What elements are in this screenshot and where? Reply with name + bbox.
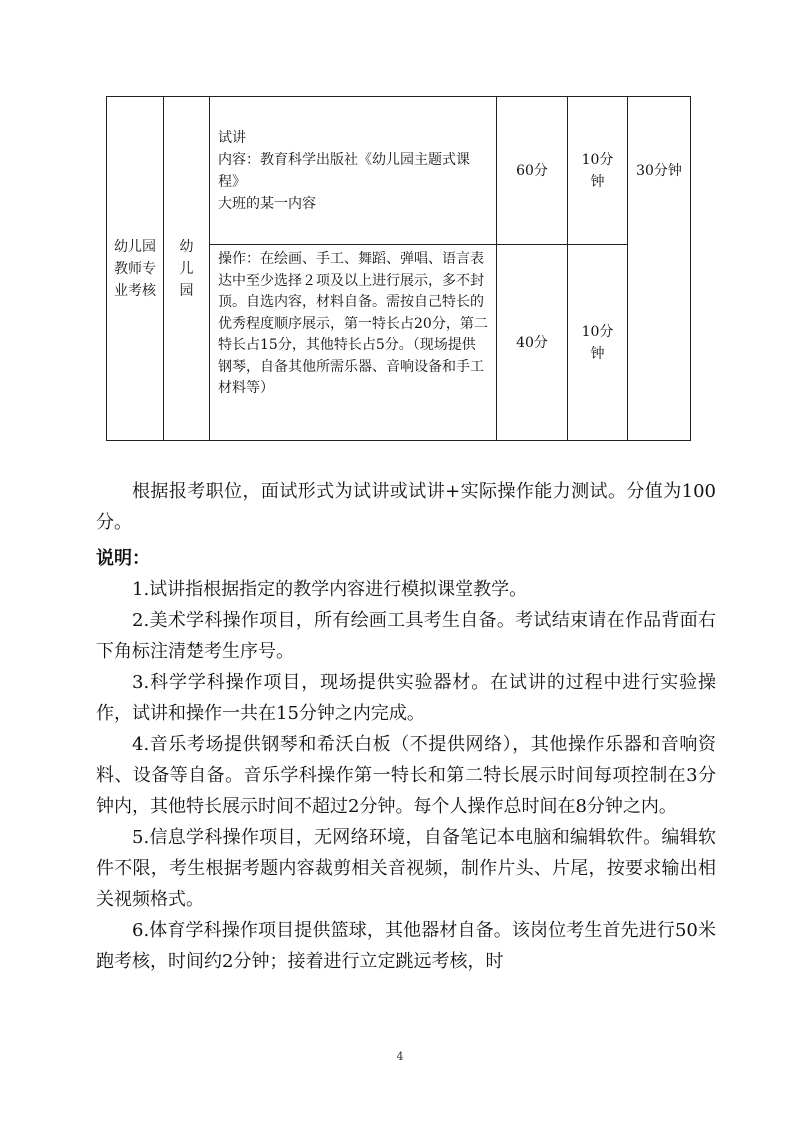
- note-item: 2.美术学科操作项目，所有绘画工具考生自备。考试结束请在作品背面右下角标注清楚考生序号。: [96, 610, 716, 662]
- explanation-section: [96, 476, 716, 977]
- school-level-cell: 幼儿园: [164, 97, 210, 441]
- prep-time-cell: 10分钟: [568, 97, 628, 245]
- note-item: 4.音乐考场提供钢琴和希沃白板（不提供网络），其他操作乐器和音响资料、设备等自备。音乐学科操作第一特长和第二特长展示时间每项控制在3分钟内，其他特长展示时间不超过2分钟。每个人操作总时间在8分钟之内。: [96, 734, 716, 817]
- exam-content-table: [106, 96, 691, 441]
- note-item: 6.体育学科操作项目提供篮球，其他器材自备。该岗位考生首先进行50米跑考核，时间约2分钟；接着进行立定跳远考核，时: [96, 920, 716, 972]
- assessment-category-cell: 幼儿园教师专业考核: [107, 97, 164, 441]
- content-line: 大班的某一内容: [218, 195, 316, 212]
- note-item: 5.信息学科操作项目，无网络环境，自备笔记本电脑和编辑软件。编辑软件不限，考生根据考题内容裁剪相关音视频，制作片头、片尾，按要求输出相关视频格式。: [96, 827, 716, 910]
- page-number: 4: [396, 1050, 404, 1063]
- score-cell: 40分: [497, 245, 568, 441]
- note-item: 1.试讲指根据指定的教学内容进行模拟课堂教学。: [132, 579, 528, 600]
- content-line: 试讲: [218, 129, 246, 146]
- duration-text: 30分钟: [636, 163, 682, 179]
- table-row: [107, 97, 691, 245]
- notes-heading: 说明：: [96, 548, 150, 569]
- intro-paragraph: 根据报考职位，面试形式为试讲或试讲+实际操作能力测试。分值为100分。: [96, 481, 716, 533]
- operation-content-cell: [210, 245, 497, 441]
- trial-lecture-content-cell: [210, 97, 497, 245]
- score-cell: 60分: [497, 97, 568, 245]
- duration-cell: [628, 97, 691, 441]
- note-item: 3.科学学科操作项目，现场提供实验器材。在试讲的过程中进行实验操作，试讲和操作一共在15分钟之内完成。: [96, 672, 716, 724]
- content-line: 操作：在绘画、手工、舞蹈、弹唱、语言表达中至少选择２项及以上进行展示，多不封顶。自选内容，材料自备。需按自己特长的优秀程度顺序展示，第一特长占20分，第二特长占15分，其他特长占5分。（现场提供钢琴，自备其他所需乐器、音响设备和手工材料等）: [218, 251, 488, 396]
- prep-time-cell: 10分钟: [568, 245, 628, 441]
- content-line: 内容：教育科学出版社《幼儿园主题式课程》: [218, 151, 470, 190]
